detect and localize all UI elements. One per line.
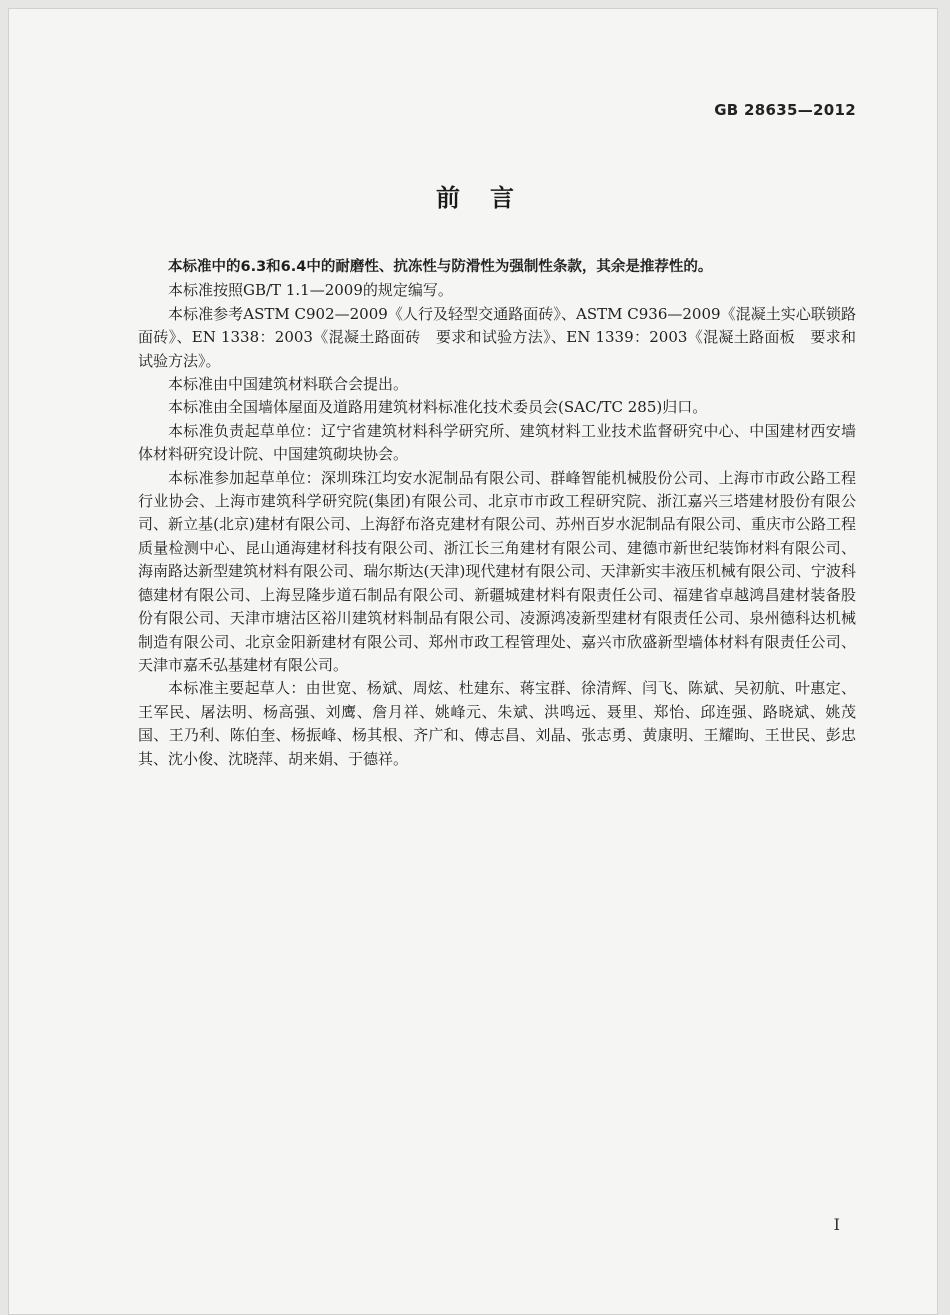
standard-code: GB 28635—2012	[714, 101, 856, 119]
paragraph-proposed-by: 本标准由中国建筑材料联合会提出。	[168, 375, 409, 394]
paragraph-mandatory-clauses: 本标准中的6.3和6.4中的耐磨性、抗冻性与防滑性为强制性条款，其余是推荐性的。	[168, 259, 713, 275]
paragraph-references: 本标准参考ASTM C902—2009《人行及轻型交通路面砖》、ASTM C936—2009《混凝土实心联锁路面砖》、EN 1338：2003《混凝土路面砖 要求和试验方法》、EN 1339：2003《混凝土路面板 要求和试验方法》。	[138, 304, 856, 370]
paragraph-drafting-rules: 本标准按照GB/T 1.1—2009的规定编写。	[168, 281, 453, 300]
foreword-body	[138, 256, 856, 771]
paragraph-lead-drafters: 本标准负责起草单位：辽宁省建筑材料科学研究所、建筑材料工业技术监督研究中心、中国建材西安墙体材料研究设计院、中国建筑砌块协会。	[138, 421, 856, 464]
paragraph-participating-drafters: 本标准参加起草单位：深圳珠江均安水泥制品有限公司、群峰智能机械股份公司、上海市市政公路工程行业协会、上海市建筑科学研究院(集团)有限公司、北京市市政工程研究院、浙江嘉兴三塔建材股份有限公司、新立基(北京)建材有限公司、上海舒布洛克建材有限公司、苏州百岁水泥制品有限公司、重庆市公路工程质量检测中心、昆山通海建材科技有限公司、浙江长三角建材有限公司、建德市新世纪装饰材料有限公司、海南路达新型建筑材料有限公司、瑞尔斯达(天津)现代建材有限公司、天津新实丰液压机械有限公司、宁波科德建材有限公司、上海昱隆步道石制品有限公司、新疆城建材料有限责任公司、福建省卓越鸿昌建材装备股份有限公司、天津市塘沽区裕川建筑材料制品有限公司、凌源鸿凌新型建材有限责任公司、泉州德科达机械制造有限公司、北京金阳新建材有限公司、郑州市政工程管理处、嘉兴市欣盛新型墙体材料有限责任公司、天津市嘉禾弘基建材有限公司。	[138, 468, 856, 674]
paragraph-main-drafters: 本标准主要起草人：由世宽、杨斌、周炫、杜建东、蒋宝群、徐清辉、闫飞、陈斌、吴初航、叶惠定、王军民、屠法明、杨高强、刘鹰、詹月祥、姚峰元、朱斌、洪鸣远、聂里、郑怡、邱连强、路晓斌、姚茂国、王乃利、陈伯奎、杨振峰、杨其根、齐广和、傅志昌、刘晶、张志勇、黄康明、王耀昫、王世民、彭忠其、沈小俊、沈晓萍、胡来娟、于德祥。	[138, 679, 856, 768]
paragraph-centralized-by: 本标准由全国墙体屋面及道路用建筑材料标准化技术委员会(SAC/TC 285)归口。	[168, 398, 708, 417]
page-title: 前言	[436, 184, 544, 212]
page-number: I	[833, 1215, 840, 1234]
